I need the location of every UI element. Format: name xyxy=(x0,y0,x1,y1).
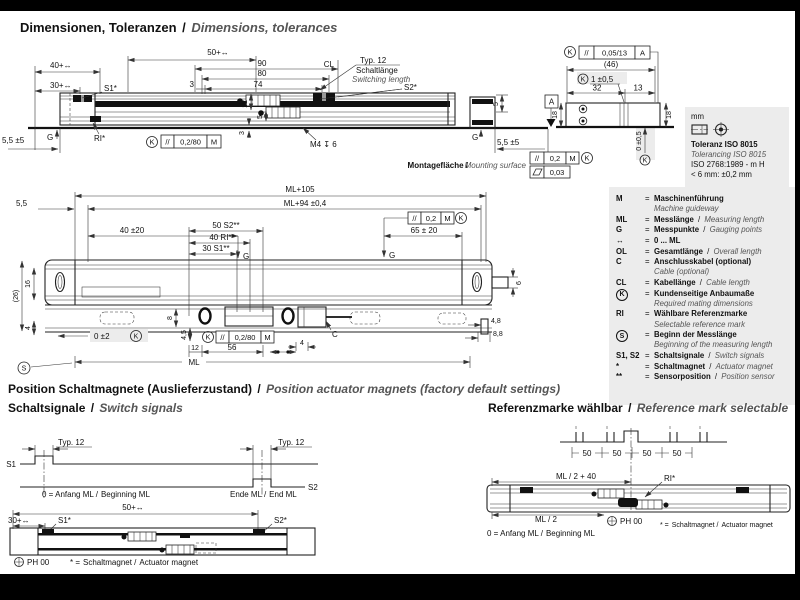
svg-text:K: K xyxy=(149,137,155,147)
svg-text://: // xyxy=(220,333,225,342)
dim-4-left: 4 xyxy=(25,326,32,330)
refmark-title: Referenzmarke wählbar / Reference mark selectable xyxy=(488,401,789,415)
fcf-front-parallelism xyxy=(203,331,275,343)
svg-text://: // xyxy=(165,137,170,147)
legend-item-s1s2: S1, S2 = Schaltsignale / Switch signals xyxy=(616,350,765,360)
dim-12-mid: 12 xyxy=(191,345,199,352)
s1-magnet-label: S1* xyxy=(58,516,71,525)
dim-18-left: 18 xyxy=(552,111,559,119)
svg-text:0,03: 0,03 xyxy=(549,168,565,177)
svg-text:0,2: 0,2 xyxy=(425,214,437,223)
dim-16: 16 xyxy=(25,280,32,288)
dim-46: (46) xyxy=(603,60,619,69)
svg-text:K: K xyxy=(133,333,139,341)
dim-0-05: 0 ±0,5 xyxy=(636,131,643,151)
page-title: Dimensionen, Toleranzen / Dimensions, tolerances xyxy=(20,20,338,35)
typ12-second: Typ. 12 xyxy=(278,438,305,447)
svg-text:K: K xyxy=(458,213,464,223)
datasheet-page xyxy=(0,11,795,574)
dim-32: 32 xyxy=(592,83,602,93)
legend-item-m: M = Maschinenführung Machine guideway xyxy=(616,194,724,214)
fcf-guideway-parallelism xyxy=(565,46,651,59)
dim-55-right: 5,5 ±5 xyxy=(497,138,520,147)
iso-line: ISO 2768:1989 - m H xyxy=(691,159,765,169)
dim-50-d: 50 xyxy=(672,449,682,458)
typ12-first: Typ. 12 xyxy=(58,438,85,447)
dim-ml94: ML+94 ±0,4 xyxy=(283,199,327,208)
svg-text:K: K xyxy=(642,157,648,165)
dim-50-c: 50 xyxy=(642,449,652,458)
signal-diagram xyxy=(6,438,318,500)
legend-item-star: * = Schaltmagnet / Actuator magnet xyxy=(616,361,773,371)
thread-m4-label: M4 ↧ 6 xyxy=(310,140,337,149)
s2-label: S2* xyxy=(404,83,417,92)
ri-label: RI* xyxy=(94,134,106,143)
tolerance-de: Toleranz ISO 8015 xyxy=(691,139,758,149)
side-view-drawing xyxy=(0,42,680,192)
ri-mark-label: RI* xyxy=(664,474,676,483)
dim-4-right: 4 xyxy=(300,340,304,347)
dim-56: 56 xyxy=(227,343,237,352)
bottom-border xyxy=(0,574,800,600)
dim-0-2: 0 ±2 xyxy=(94,332,110,341)
actuator-magnet-note: * = Schaltmagnet / Actuator magnet xyxy=(70,558,199,567)
dim-65: 65 ± 20 xyxy=(410,226,438,235)
dim-40-ri: 40 RI** xyxy=(209,233,235,242)
legend-box xyxy=(609,187,800,405)
s1-label: S1* xyxy=(104,84,117,93)
dim-3: 3 xyxy=(189,80,194,89)
plan-view-dimensions xyxy=(13,185,523,374)
fcf-plan-parallelism xyxy=(408,212,467,224)
dim-26: (26) xyxy=(13,289,20,303)
reference-mark-drawing xyxy=(480,418,798,555)
dim-40plus: 40+↔ xyxy=(50,61,72,70)
gauging-plan-right: G xyxy=(389,251,396,260)
svg-text:0,2: 0,2 xyxy=(549,154,561,163)
tolerance-info-box xyxy=(685,107,789,191)
dim-1: 1 ±0,5 xyxy=(591,75,614,84)
typ12-label: Typ. 12 xyxy=(360,56,387,65)
dim-74: 74 xyxy=(253,80,263,89)
tolerance-en: Tolerancing ISO 8015 xyxy=(691,149,767,159)
dim-50-s2: 50 S2** xyxy=(212,221,240,230)
svg-text://: // xyxy=(534,154,540,163)
gauging-plan-left: G xyxy=(243,252,250,261)
legend-item-g: G = Messpunkte / Gauging points xyxy=(616,225,763,235)
ph00-label: PH 00 xyxy=(27,558,50,567)
dim-55-mid: 5,5 xyxy=(16,199,28,208)
dim-88: 8,8 xyxy=(493,331,503,338)
legend-item-ol: OL = Gesamtlänge / Overall length xyxy=(616,246,762,256)
gauging-left: G xyxy=(47,133,54,142)
s2-magnet-label: S2* xyxy=(274,516,287,525)
schaltlaenge-de: Schaltlänge xyxy=(356,66,398,75)
dim-ml105: ML+105 xyxy=(285,185,315,194)
circled-k-icon: K xyxy=(616,289,628,301)
signal-s1-label: S1 xyxy=(6,460,16,469)
dim-48: 4,8 xyxy=(491,318,501,325)
page-title-de: Dimensionen, Toleranzen xyxy=(20,20,177,35)
side-view-linework xyxy=(28,93,548,128)
dim-3-mid: 3 xyxy=(239,131,246,135)
dim-55-left: 5,5 ±5 xyxy=(2,136,25,145)
dim-30plus: 30+↔ xyxy=(50,81,72,90)
dim-80: 80 xyxy=(257,69,267,78)
gauging-right: G xyxy=(472,133,479,142)
legend-item-ml: ML = Messlänge / Measuring length xyxy=(616,214,765,224)
datum-a-label: A xyxy=(548,97,555,107)
unit-label: mm xyxy=(691,112,704,121)
cable-length-label: CL xyxy=(323,60,334,69)
fcf-mounting-flatness xyxy=(530,166,570,178)
dim-13: 13 xyxy=(633,83,643,93)
legend-item-c: C = Anschlusskabel (optional) Cable (optional) xyxy=(616,257,752,277)
dim-ml2: ML / 2 xyxy=(535,515,557,524)
fcf-scale-parallelism xyxy=(147,135,222,148)
dim-50plus-bottom: 50+↔ xyxy=(122,503,144,512)
fcf-mounting-parallelism xyxy=(530,152,593,164)
dim-8: 8 xyxy=(167,316,174,320)
legend-item-starstar: ** = Sensorposition / Position sensor xyxy=(616,372,775,382)
dim-5-right: 5 xyxy=(493,102,500,106)
svg-text:0,2/80: 0,2/80 xyxy=(234,333,256,342)
zero-to-ml-icon: ↔ xyxy=(616,236,624,245)
switch-signals-title: Schaltsignale / Switch signals xyxy=(8,401,183,415)
svg-text:0,2/80: 0,2/80 xyxy=(180,137,201,147)
legend-item-k: K = Kundenseitige Anbaumaße Required mating dimensions xyxy=(616,289,800,309)
anfang-ml-ref: 0 = Anfang ML / Beginning ML xyxy=(487,529,595,538)
dim-18-right: 18 xyxy=(666,111,673,119)
svg-text:M: M xyxy=(569,154,576,163)
switch-signals-drawing xyxy=(0,418,345,572)
right-border xyxy=(795,0,800,600)
refmark-rail xyxy=(487,472,790,538)
dim-5-mid: 5 xyxy=(257,115,264,119)
dim-ml: ML xyxy=(188,358,200,367)
dim-50-b: 50 xyxy=(612,449,622,458)
dim-40-20: 40 ±20 xyxy=(119,226,145,235)
dim-6: 6 xyxy=(516,281,523,285)
projection-symbol-icon xyxy=(691,122,739,137)
svg-text:0,05/13: 0,05/13 xyxy=(601,48,628,58)
start-measuring-icon: S xyxy=(21,365,27,373)
actuator-magnet-note-ref: * = Schaltmagnet / Actuator magnet xyxy=(660,522,773,529)
montage-de: Montagefläche / xyxy=(407,161,468,170)
dim-45: 4,5 xyxy=(181,330,188,340)
circled-s-icon: S xyxy=(616,330,628,342)
signal-s2-label: S2 xyxy=(308,483,318,492)
schaltlaenge-en: Switching length xyxy=(352,75,411,84)
iso-limit: < 6 mm: ±0,2 mm xyxy=(691,169,752,179)
svg-text://: // xyxy=(412,214,417,223)
top-border xyxy=(0,0,800,11)
pos-magnets-title: Position Schaltmagnete (Auslieferzustand) / Position actuator magnets (factory default settings) xyxy=(8,382,561,396)
svg-text:K: K xyxy=(567,47,573,57)
refmark-ruler xyxy=(560,426,727,512)
plan-view-drawing xyxy=(0,182,615,380)
page-title-en: Dimensions, tolerances xyxy=(191,20,338,35)
svg-text:K: K xyxy=(584,153,590,163)
dim-50plus: 50+↔ xyxy=(207,48,229,57)
ph00-ref-label: PH 00 xyxy=(620,517,643,526)
svg-text://: // xyxy=(584,48,589,58)
legend-item-cl: CL = Kabellänge / Cable length xyxy=(616,278,750,287)
plan-view-linework xyxy=(45,260,508,334)
legend-item-s: S = Beginn der Messlänge Beginning of the measuring length xyxy=(616,330,800,350)
ende-ml: Ende ML / End ML xyxy=(230,490,297,499)
dim-30plus-bottom: 30+↔ xyxy=(8,516,30,525)
anfang-ml: 0 = Anfang ML / Beginning ML xyxy=(42,490,150,499)
magnet-position-drawing xyxy=(8,503,315,567)
montage-en: Mounting surface xyxy=(464,161,526,170)
svg-text:A: A xyxy=(639,48,646,58)
dim-90: 90 xyxy=(257,59,267,68)
legend-item-range: ↔ = 0 ... ML xyxy=(616,236,681,245)
dim-30-s1: 30 S1** xyxy=(202,244,230,253)
dim-50-a: 50 xyxy=(582,449,592,458)
svg-text:M: M xyxy=(210,137,218,147)
dim-ml2-40: ML / 2 + 40 xyxy=(556,472,596,481)
cable-label: C xyxy=(332,330,338,339)
legend-item-ri: RI = Wählbare Referenzmarke Selectable reference mark xyxy=(616,309,748,329)
svg-text:K: K xyxy=(580,76,586,84)
cross-section xyxy=(545,46,674,165)
svg-text:M: M xyxy=(264,333,271,342)
svg-text:K: K xyxy=(205,332,211,342)
svg-text:M: M xyxy=(444,214,451,223)
dim-12: 12 xyxy=(242,100,249,108)
